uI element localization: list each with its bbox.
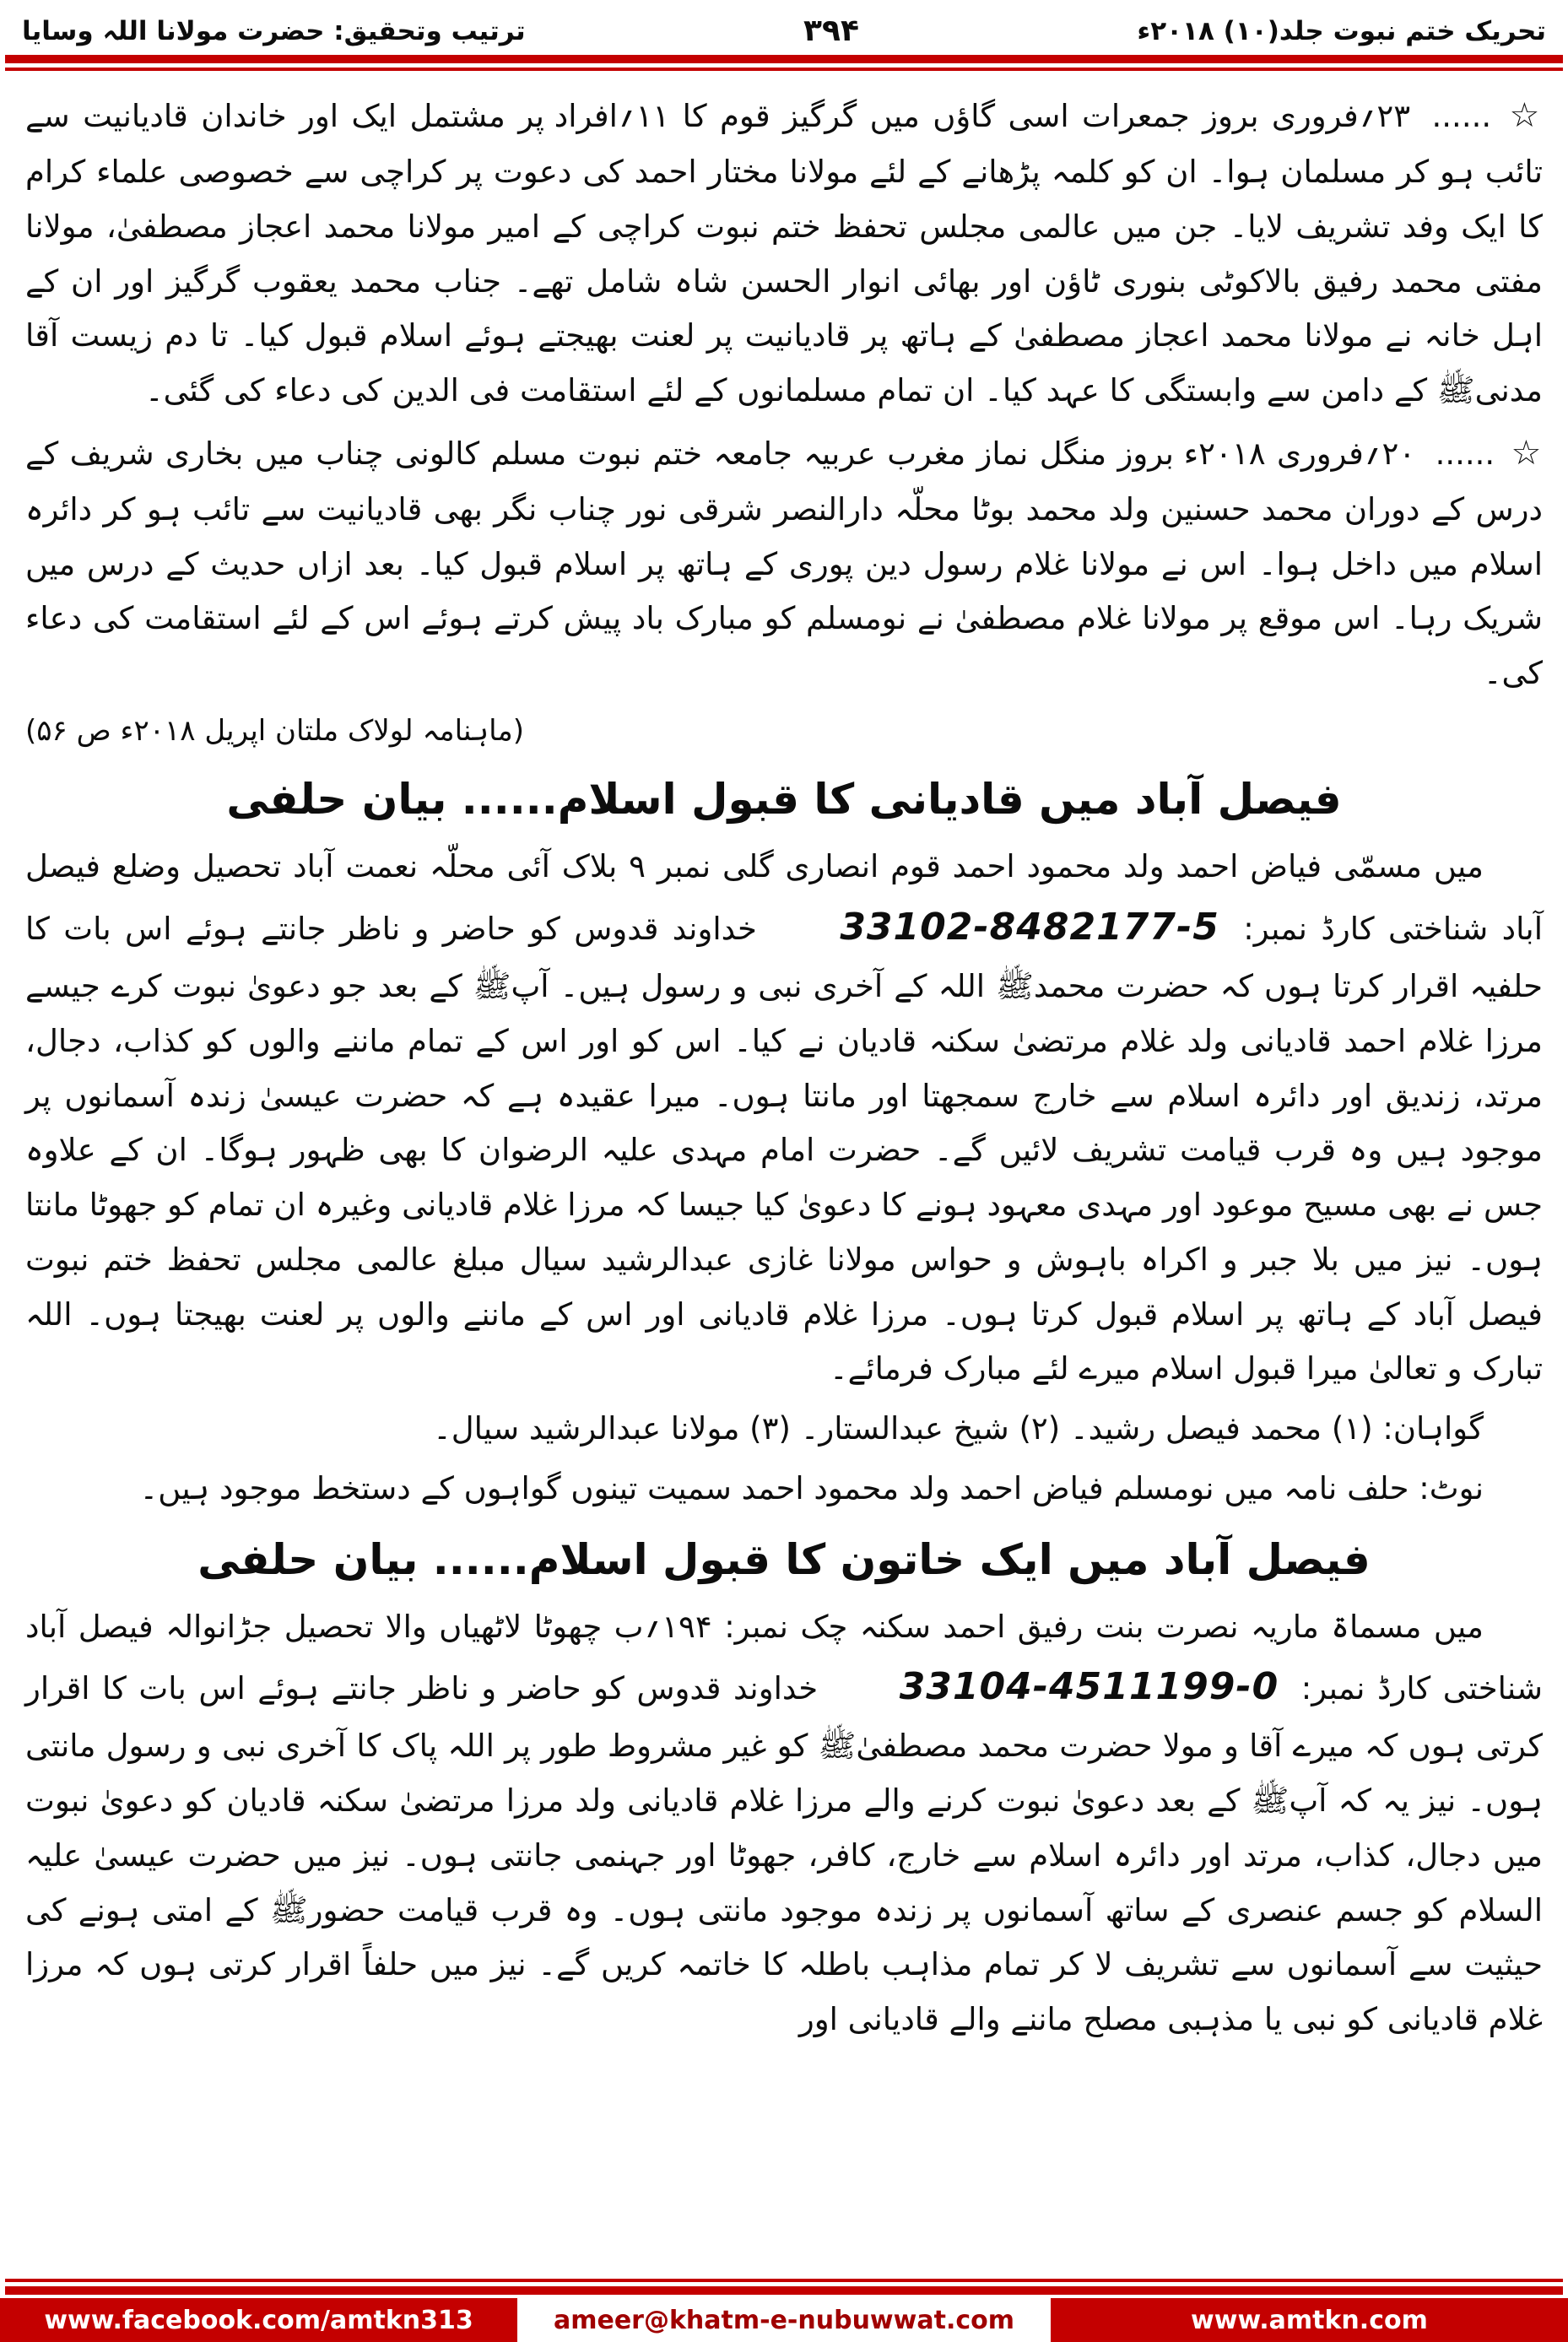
footer-bar bbox=[0, 2298, 1568, 2342]
footer-divider-rule bbox=[0, 2279, 1568, 2295]
news-entry-2-text: ۲۰؍فروری ۲۰۱۸ء بروز منگل نماز مغرب عربیہ جامعہ ختم نبوت مسلم کالونی چناب میں بخاری شریف کے درس کے دوران محمد حسنین ولد محمد بوٹا محلّہ دارالنصر شرقی نور چناب نگر بھی قادیانیت سے تائب ہو کر دائرہ اسلام میں داخل ہوا۔ اس نے مولانا غلام رسول دین پوری کے ہاتھ پر اسلام قبول کیا۔ بعد ازاں حدیث کے درس میں شریک رہا۔ اس موقع پر مولانا غلام مصطفیٰ نے نومسلم کو مبارک باد پیش کرتے ہوئے اس کے لئے استقامت کی دعاء کی۔ bbox=[25, 435, 1543, 691]
star-bullet-icon: ☆ bbox=[1511, 433, 1543, 473]
section-heading-affidavit-1: فیصل آباد میں قادیانی کا قبول اسلام...... بیان حلفی bbox=[226, 775, 1342, 825]
affidavit-2-body: خداوند قدوس کو حاضر و ناظر جانتے ہوئے اس بات کا اقرار کرتی ہوں کہ میرے آقا و مولا حضرت محمد مصطفیٰﷺ کو غیر مشروط طور پر اللہ پاک کا آخری نبی و رسول مانتی ہوں۔ نیز یہ کہ آپﷺ کے بعد دعویٰ نبوت کرنے والے مرزا غلام قادیانی ولد مرزا مرتضیٰ سکنہ قادیان کو دعویٰ نبوت میں دجال، کذاب، مرتد اور دائرہ اسلام سے خارج، کافر، جھوٹا اور جہنمی جانتی ہوں۔ نیز میں حضرت عیسیٰ علیہ السلام کو جسم عنصری کے ساتھ آسمانوں پر زندہ موجود مانتی ہوں۔ وہ قرب قیامت حضورﷺ کے امتی ہونے کی حیثیت سے آسمانوں سے تشریف لا کر تمام مذاہب باطلہ کا خاتمہ کریں گے۔ نیز میں حلفاً اقرار کرتی ہوں کہ مرزا غلام قادیانی کو نبی یا مذہبی مصلح ماننے والے قادیانی اور bbox=[25, 1670, 1543, 2037]
page-number: ۳۹۴ bbox=[803, 14, 859, 48]
id-card-number-2: 33104-4511199-0 bbox=[899, 1665, 1279, 1709]
divider-thin-line bbox=[5, 2279, 1563, 2282]
witnesses-line: گواہان: (۱) محمد فیصل رشید۔ (۲) شیخ عبدالستار۔ (۳) مولانا عبدالرشید سیال۔ bbox=[433, 1410, 1484, 1447]
page-body bbox=[0, 71, 1568, 2279]
header-volume-title: تحریک ختم نبوت جلد(۱۰) ۲۰۱۸ء bbox=[1137, 15, 1546, 46]
affidavit-1-intro: میں مسمّی فیاض احمد ولد محمود احمد قوم انصاری گلی نمبر ۹ بلاک آئی محلّہ نعمت آباد تحصیل وضلع فیصل آباد شناختی کارڈ نمبر: bbox=[25, 848, 1543, 947]
footer-facebook-url: www.facebook.com/amtkn313 bbox=[0, 2298, 517, 2342]
affidavit-2-intro: میں مسماۃ ماریہ نصرت بنت رفیق احمد سکنہ چک نمبر: ۱۹۴؍ب چھوٹا لاٹھیاں والا تحصیل جڑانوالہ فیصل آباد شناختی کارڈ نمبر: bbox=[25, 1608, 1544, 1707]
affidavit-1-body: خداوند قدوس کو حاضر و ناظر جانتے ہوئے اس بات کا حلفیہ اقرار کرتا ہوں کہ حضرت محمدﷺ اللہ کے آخری نبی و رسول ہیں۔ آپﷺ کے بعد جو دعویٰ نبوت کرے جیسے مرزا غلام احمد قادیانی ولد غلام مرتضیٰ سکنہ قادیان نے کیا۔ اس کو اور اس کے تمام ماننے والوں کو کذاب، دجال، مرتد، زندیق اور دائرہ اسلام سے خارج سمجھتا اور مانتا ہوں۔ میرا عقیدہ ہے کہ حضرت عیسیٰ زندہ آسمانوں پر موجود ہیں وہ قرب قیامت تشریف لائیں گے۔ حضرت امام مہدی علیہ الرضوان کا بھی ظہور ہوگا۔ ان کے علاوہ جس نے بھی مسیح موعود اور مہدی معہود ہونے کا دعویٰ کیا جیسا کہ مرزا غلام قادیانی وغیرہ ان تمام کو جھوٹا مانتا ہوں۔ نیز میں بلا جبر و اکراہ باہوش و حواس مولانا غازی عبدالرشید سیال مبلغ عالمی مجلس تحفظ ختم نبوت فیصل آباد کے ہاتھ پر اسلام قبول کرتا ہوں۔ مرزا غلام قادیانی اور اس کے ماننے والوں پر لعنت بھیجتا ہوں۔ اللہ تبارک و تعالیٰ میرا قبول اسلام میرے لئے مبارک فرمائے۔ bbox=[25, 911, 1543, 1387]
star-bullet-icon: ☆ bbox=[1509, 96, 1543, 135]
header-editors-credit: ترتیب وتحقیق: حضرت مولانا اللہ وسایا bbox=[22, 15, 526, 46]
page-header bbox=[0, 0, 1568, 55]
news-entry-1 bbox=[25, 86, 1543, 419]
dotted-leader: ...... bbox=[1431, 98, 1492, 134]
divider-thick-line bbox=[5, 2286, 1563, 2295]
header-divider-rule bbox=[0, 55, 1568, 71]
footer-email-address: ameer@khatm-e-nubuwwat.com bbox=[517, 2298, 1051, 2342]
footer-website-url: www.amtkn.com bbox=[1051, 2298, 1568, 2342]
affidavit-2-paragraph bbox=[25, 1600, 1543, 2047]
news-entry-2 bbox=[25, 424, 1543, 701]
id-card-number-1: 33102-8482177-5 bbox=[840, 906, 1219, 949]
divider-thick-line bbox=[5, 55, 1563, 63]
source-reference: (ماہنامہ لولاک ملتان اپریل ۲۰۱۸ء ص ۵۶) bbox=[25, 713, 524, 748]
news-entry-1-text: ۲۳؍فروری بروز جمعرات اسی گاؤں میں گرگیز قوم کا ۱۱؍افراد پر مشتمل ایک اور خاندان قادیانیت سے تائب ہو کر مسلمان ہوا۔ ان کو کلمہ پڑھانے کے لئے مولانا مختار احمد کی دعوت پر کراچی سے خصوصی علماء کرام کا ایک وفد تشریف لایا۔ جن میں عالمی مجلس تحفظ ختم نبوت کراچی کے امیر مولانا محمد اعجاز مصطفیٰ، مولانا مفتی محمد رفیق بالاکوٹی بنوری ٹاؤن اور بھائی انوار الحسن شاہ شامل تھے۔ جناب محمد یعقوب گرگیز اور ان کے اہل خانہ نے مولانا محمد اعجاز مصطفیٰ کے ہاتھ پر قادیانیت پر لعنت بھیجتے ہوئے اسلام قبول کیا۔ تا دم زیست آقا مدنیﷺ کے دامن سے وابستگی کا عہد کیا۔ ان تمام مسلمانوں کے لئے استقامت فی الدین کی دعاء کی گئی۔ bbox=[25, 98, 1543, 408]
note-line: نوٹ: حلف نامہ میں نومسلم فیاض احمد ولد محمود احمد سمیت تینوں گواہوں کے دستخط موجود ہیں۔ bbox=[139, 1469, 1484, 1506]
affidavit-1-paragraph bbox=[25, 840, 1543, 1397]
section-heading-affidavit-2: فیصل آباد میں ایک خاتون کا قبول اسلام...... بیان حلفی bbox=[197, 1534, 1371, 1584]
dotted-leader: ...... bbox=[1435, 435, 1495, 472]
